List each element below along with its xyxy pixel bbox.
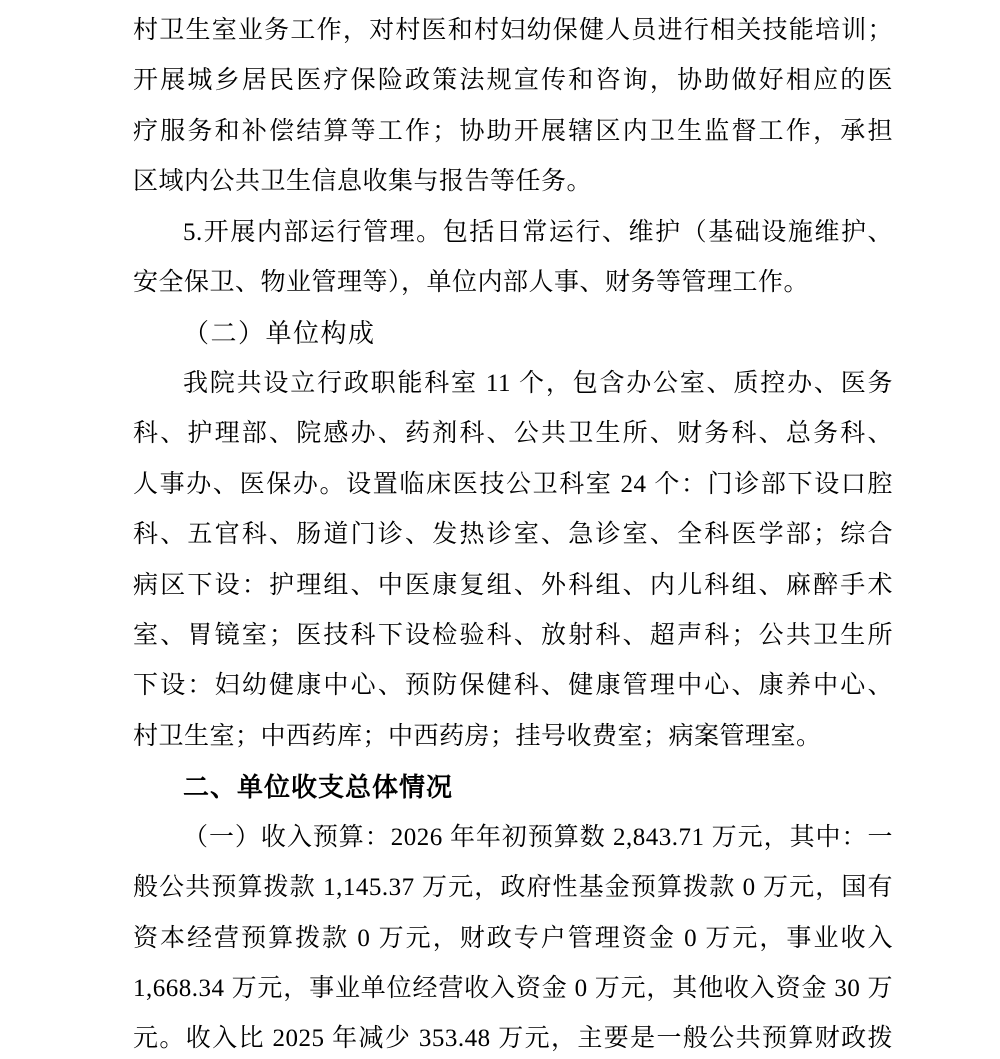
text-line: 病区下设：护理组、中医康复组、外科组、内儿科组、麻醉手术 [133, 571, 893, 599]
text-line: （一）收入预算：2026 年年初预算数 2,843.71 万元，其中：一 [183, 823, 893, 851]
text-line: 5.开展内部运行管理。包括日常运行、维护（基础设施维护、 [183, 218, 893, 246]
document-body [133, 6, 893, 1059]
text-line: 资本经营预算拨款 0 万元，财政专户管理资金 0 万元，事业收入 [133, 924, 893, 952]
text-line: 区域内公共卫生信息收集与报告等任务。 [133, 168, 593, 196]
text-line: 村卫生室业务工作，对村医和村妇幼保健人员进行相关技能培训； [133, 17, 893, 44]
text-line: 安全保卫、物业管理等），单位内部人事、财务等管理工作。 [133, 269, 810, 297]
text-line: 下设：妇幼健康中心、预防保健科、健康管理中心、康养中心、 [133, 672, 893, 700]
text-line: 科、护理部、院感办、药剂科、公共卫生所、财务科、总务科、 [133, 420, 893, 448]
text-line: 开展城乡居民医疗保险政策法规宣传和咨询，协助做好相应的医 [133, 67, 893, 95]
text-line: 疗服务和补偿结算等工作；协助开展辖区内卫生监督工作，承担 [133, 117, 893, 145]
text-line: 我院共设立行政职能科室 11 个，包含办公室、质控办、医务 [183, 369, 893, 397]
text-line: 般公共预算拨款 1,145.37 万元，政府性基金预算拨款 0 万元，国有 [133, 874, 893, 902]
text-line: 科、五官科、肠道门诊、发热诊室、急诊室、全科医学部；综合 [133, 521, 893, 549]
text-line: 人事办、医保办。设置临床医技公卫科室 24 个：门诊部下设口腔 [133, 470, 893, 498]
text-line: 元。收入比 2025 年减少 353.48 万元，主要是一般公共预算财政拨 [133, 1025, 893, 1053]
text-line: 1,668.34 万元，事业单位经营收入资金 0 万元，其他收入资金 30 万 [133, 975, 893, 1003]
subsection-heading: （二）单位构成 [183, 318, 376, 348]
section-heading: 二、单位收支总体情况 [183, 772, 454, 803]
text-line: 村卫生室；中西药库；中西药房；挂号收费室；病案管理室。 [133, 722, 822, 750]
text-line: 室、胃镜室；医技科下设检验科、放射科、超声科；公共卫生所 [133, 622, 893, 650]
